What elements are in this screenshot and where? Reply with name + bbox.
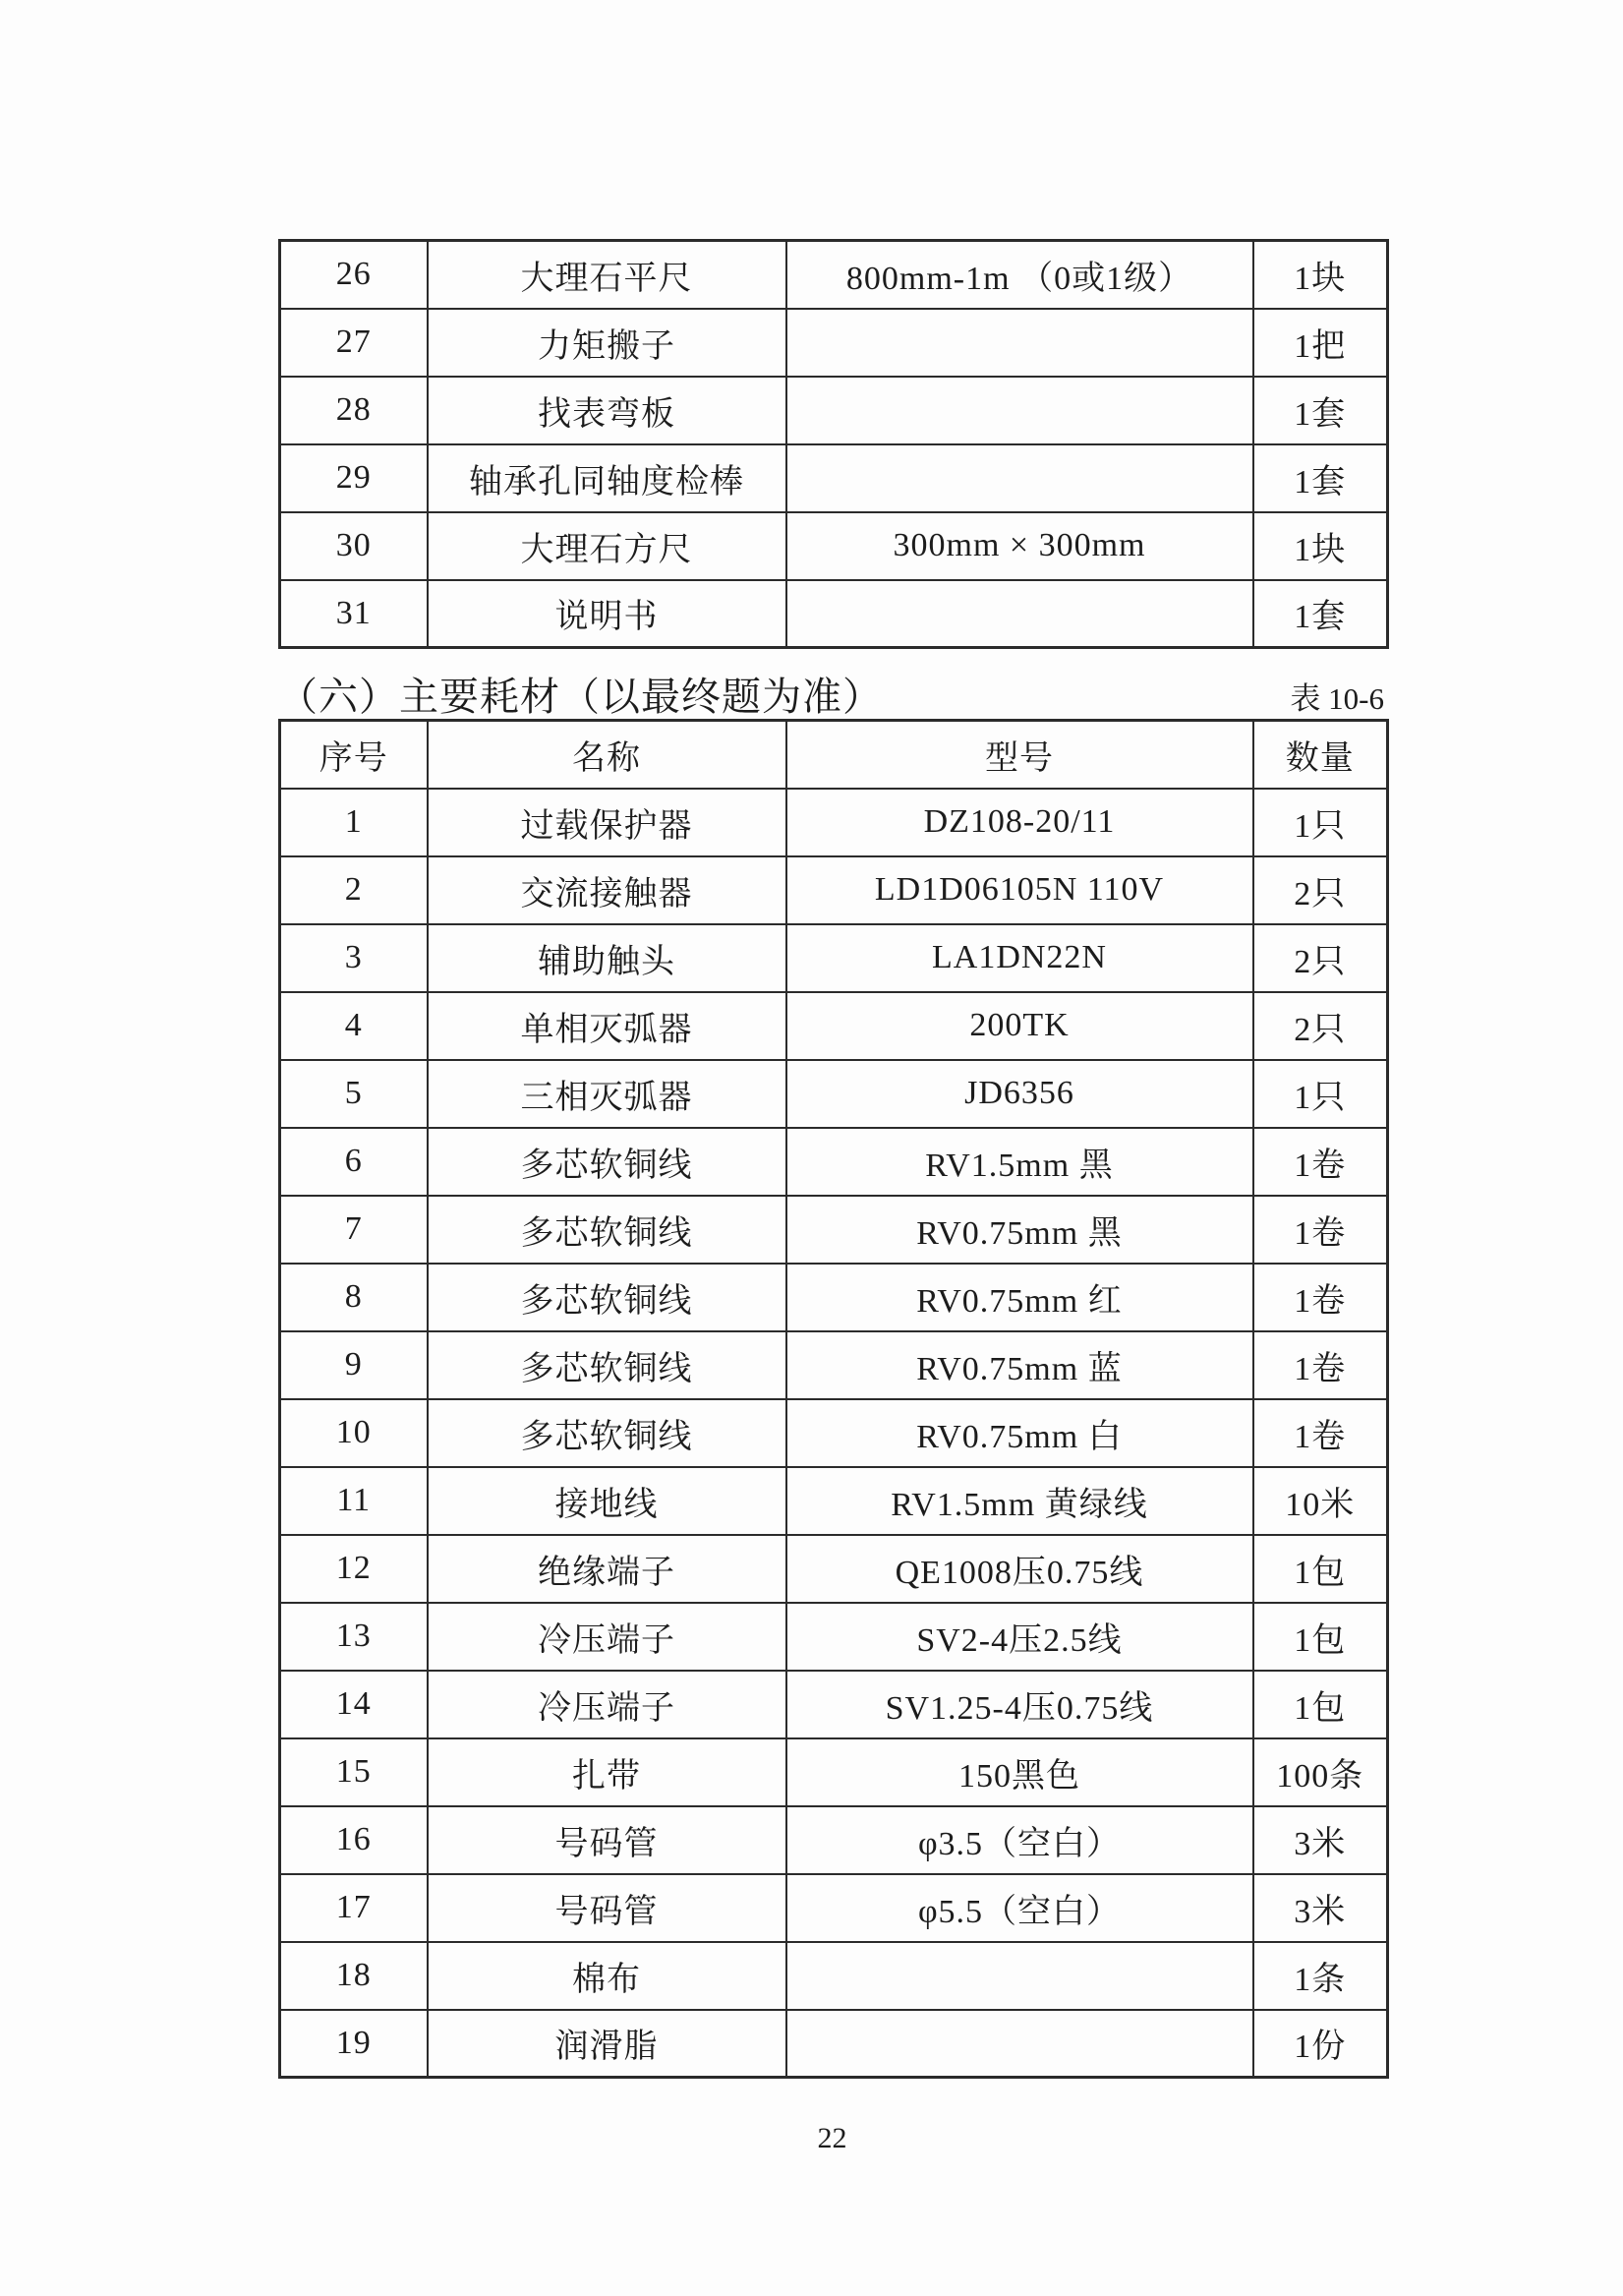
cell-name: 扎带 — [428, 1738, 786, 1806]
cell-no: 11 — [280, 1467, 428, 1535]
table-row — [280, 1331, 1388, 1399]
cell-qty: 3米 — [1253, 1806, 1388, 1874]
cell-qty: 1包 — [1253, 1535, 1388, 1603]
cell-no: 4 — [280, 992, 428, 1060]
cell-model — [786, 377, 1253, 444]
cell-model: φ5.5（空白） — [786, 1874, 1253, 1942]
cell-no: 17 — [280, 1874, 428, 1942]
table-caption: 表 10-6 — [1290, 681, 1384, 716]
cell-no: 14 — [280, 1671, 428, 1738]
cell-name: 说明书 — [428, 580, 786, 648]
table-row — [280, 1738, 1388, 1806]
table-row — [280, 1264, 1388, 1331]
cell-no: 13 — [280, 1603, 428, 1671]
cell-model: DZ108-20/11 — [786, 789, 1253, 856]
cell-qty: 1只 — [1253, 1060, 1388, 1128]
cell-model — [786, 1942, 1253, 2010]
cell-qty: 1卷 — [1253, 1264, 1388, 1331]
cell-name: 号码管 — [428, 1806, 786, 1874]
cell-name: 单相灭弧器 — [428, 992, 786, 1060]
table-row — [280, 1467, 1388, 1535]
cell-qty: 1卷 — [1253, 1128, 1388, 1196]
section-header — [278, 676, 1386, 719]
cell-name: 交流接触器 — [428, 856, 786, 924]
cell-model: JD6356 — [786, 1060, 1253, 1128]
cell-qty: 1块 — [1253, 241, 1388, 309]
cell-qty: 1份 — [1253, 2010, 1388, 2078]
tools-table-continued — [278, 239, 1389, 649]
table-row — [280, 309, 1388, 377]
cell-model: RV1.5mm 黄绿线 — [786, 1467, 1253, 1535]
table-row — [280, 1128, 1388, 1196]
cell-qty: 2只 — [1253, 856, 1388, 924]
cell-model: 200TK — [786, 992, 1253, 1060]
cell-qty: 1只 — [1253, 789, 1388, 856]
cell-name: 大理石方尺 — [428, 512, 786, 580]
consumables-table-body — [280, 789, 1388, 2078]
consumables-header-row — [280, 721, 1388, 789]
cell-qty: 1包 — [1253, 1671, 1388, 1738]
cell-name: 绝缘端子 — [428, 1535, 786, 1603]
cell-model: RV0.75mm 红 — [786, 1264, 1253, 1331]
cell-qty: 1卷 — [1253, 1196, 1388, 1264]
cell-qty: 1套 — [1253, 377, 1388, 444]
table-row — [280, 444, 1388, 512]
cell-no: 30 — [280, 512, 428, 580]
table-row — [280, 1196, 1388, 1264]
table-row — [280, 580, 1388, 648]
table-row — [280, 1806, 1388, 1874]
cell-no: 8 — [280, 1264, 428, 1331]
cell-name: 力矩搬子 — [428, 309, 786, 377]
cell-model: RV1.5mm 黑 — [786, 1128, 1253, 1196]
cell-model: 300mm × 300mm — [786, 512, 1253, 580]
cell-name: 多芯软铜线 — [428, 1128, 786, 1196]
section-title: （六）主要耗材（以最终题为准） — [278, 675, 883, 719]
table-row — [280, 1671, 1388, 1738]
cell-no: 18 — [280, 1942, 428, 2010]
cell-name: 润滑脂 — [428, 2010, 786, 2078]
cell-name: 棉布 — [428, 1942, 786, 2010]
cell-name: 多芯软铜线 — [428, 1196, 786, 1264]
tools-table-body — [280, 241, 1388, 648]
table-row — [280, 789, 1388, 856]
cell-name: 多芯软铜线 — [428, 1331, 786, 1399]
header-cell-no: 序号 — [280, 721, 428, 789]
page-content — [278, 239, 1386, 2155]
cell-qty: 1把 — [1253, 309, 1388, 377]
table-row — [280, 2010, 1388, 2078]
cell-no: 12 — [280, 1535, 428, 1603]
table-row — [280, 377, 1388, 444]
cell-name: 冷压端子 — [428, 1671, 786, 1738]
cell-model: QE1008压0.75线 — [786, 1535, 1253, 1603]
consumables-table — [278, 719, 1389, 2079]
cell-no: 15 — [280, 1738, 428, 1806]
cell-model: LA1DN22N — [786, 924, 1253, 992]
table-row — [280, 241, 1388, 309]
cell-no: 5 — [280, 1060, 428, 1128]
cell-name: 大理石平尺 — [428, 241, 786, 309]
cell-name: 冷压端子 — [428, 1603, 786, 1671]
cell-qty: 1卷 — [1253, 1331, 1388, 1399]
cell-name: 过载保护器 — [428, 789, 786, 856]
cell-qty: 1套 — [1253, 580, 1388, 648]
cell-model: 800mm-1m （0或1级） — [786, 241, 1253, 309]
cell-qty: 1包 — [1253, 1603, 1388, 1671]
cell-name: 辅助触头 — [428, 924, 786, 992]
table-row — [280, 856, 1388, 924]
table-row — [280, 1535, 1388, 1603]
table-row — [280, 1060, 1388, 1128]
cell-qty: 1卷 — [1253, 1399, 1388, 1467]
cell-model — [786, 2010, 1253, 2078]
cell-no: 31 — [280, 580, 428, 648]
cell-qty: 1块 — [1253, 512, 1388, 580]
cell-no: 27 — [280, 309, 428, 377]
cell-model — [786, 444, 1253, 512]
table-row — [280, 1603, 1388, 1671]
cell-model: RV0.75mm 黑 — [786, 1196, 1253, 1264]
cell-no: 16 — [280, 1806, 428, 1874]
cell-qty: 3米 — [1253, 1874, 1388, 1942]
table-row — [280, 1942, 1388, 2010]
cell-no: 28 — [280, 377, 428, 444]
table-row — [280, 512, 1388, 580]
table-row — [280, 992, 1388, 1060]
cell-model: SV1.25-4压0.75线 — [786, 1671, 1253, 1738]
table-row — [280, 1874, 1388, 1942]
cell-name: 接地线 — [428, 1467, 786, 1535]
cell-no: 19 — [280, 2010, 428, 2078]
cell-no: 6 — [280, 1128, 428, 1196]
header-cell-model: 型号 — [786, 721, 1253, 789]
table-row — [280, 1399, 1388, 1467]
cell-qty: 1套 — [1253, 444, 1388, 512]
cell-no: 7 — [280, 1196, 428, 1264]
page-number: 22 — [817, 2122, 847, 2154]
cell-no: 1 — [280, 789, 428, 856]
cell-qty: 1条 — [1253, 1942, 1388, 2010]
cell-name: 多芯软铜线 — [428, 1264, 786, 1331]
cell-model: LD1D06105N 110V — [786, 856, 1253, 924]
cell-no: 10 — [280, 1399, 428, 1467]
cell-name: 轴承孔同轴度检棒 — [428, 444, 786, 512]
cell-model: SV2-4压2.5线 — [786, 1603, 1253, 1671]
cell-qty: 10米 — [1253, 1467, 1388, 1535]
cell-name: 多芯软铜线 — [428, 1399, 786, 1467]
cell-qty: 100条 — [1253, 1738, 1388, 1806]
cell-no: 2 — [280, 856, 428, 924]
cell-model: 150黑色 — [786, 1738, 1253, 1806]
cell-name: 三相灭弧器 — [428, 1060, 786, 1128]
cell-no: 3 — [280, 924, 428, 992]
cell-qty: 2只 — [1253, 992, 1388, 1060]
cell-qty: 2只 — [1253, 924, 1388, 992]
cell-model — [786, 580, 1253, 648]
cell-model: φ3.5（空白） — [786, 1806, 1253, 1874]
cell-no: 26 — [280, 241, 428, 309]
cell-no: 9 — [280, 1331, 428, 1399]
cell-model: RV0.75mm 蓝 — [786, 1331, 1253, 1399]
cell-no: 29 — [280, 444, 428, 512]
cell-model: RV0.75mm 白 — [786, 1399, 1253, 1467]
header-cell-name: 名称 — [428, 721, 786, 789]
cell-name: 号码管 — [428, 1874, 786, 1942]
table-row — [280, 924, 1388, 992]
cell-model — [786, 309, 1253, 377]
header-cell-qty: 数量 — [1253, 721, 1388, 789]
cell-name: 找表弯板 — [428, 377, 786, 444]
